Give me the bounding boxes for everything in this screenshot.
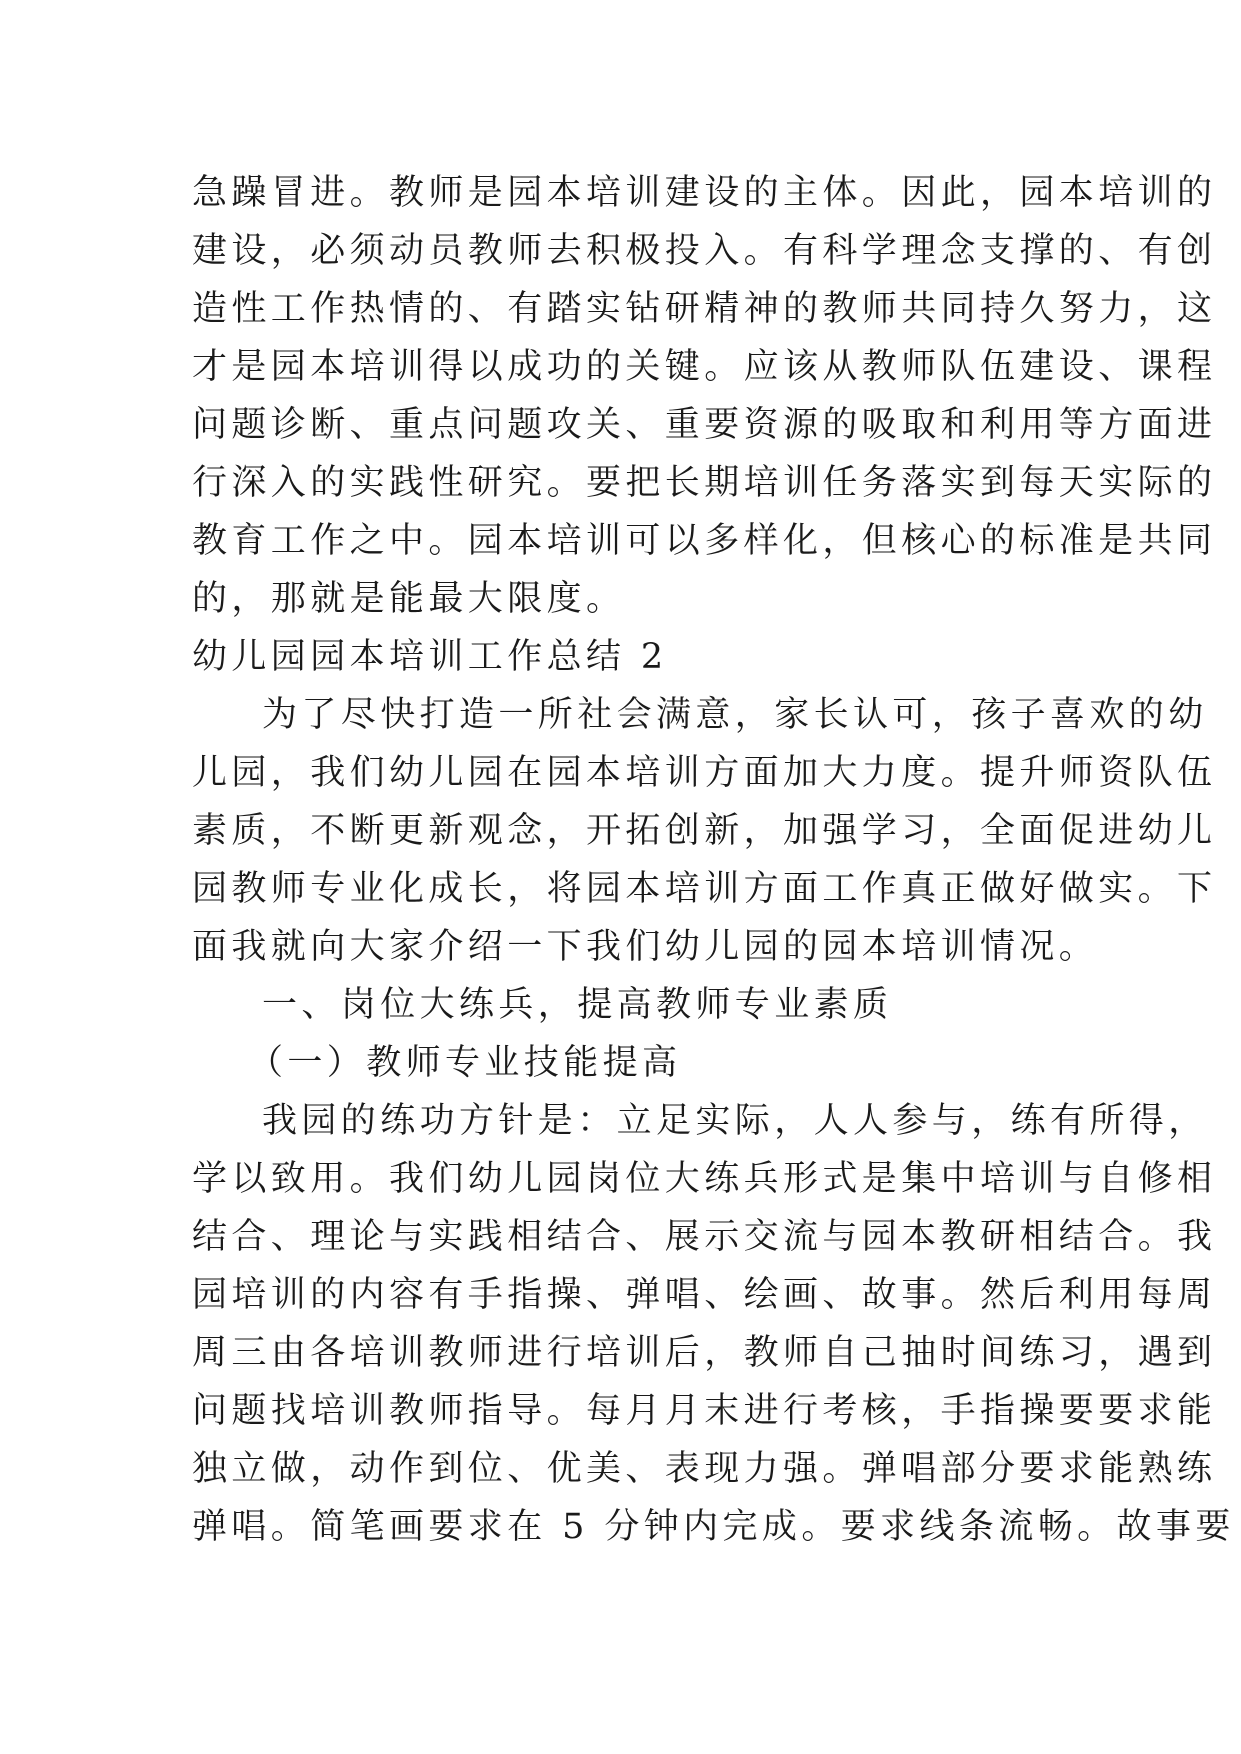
subheading-1: 一、岗位大练兵，提高教师专业素质 xyxy=(262,985,893,1025)
text-line-23: 独立做，动作到位、优美、表现力强。弹唱部分要求能熟练 xyxy=(192,1449,1217,1489)
text-line-1: 急躁冒进。教师是园本培训建设的主体。因此，园本培训的 xyxy=(192,173,1217,213)
text-line-13: 园教师专业化成长，将园本培训方面工作真正做好做实。下 xyxy=(192,869,1217,909)
text-line-6: 行深入的实践性研究。要把长期培训任务落实到每天实际的 xyxy=(192,463,1217,503)
text-line-3: 造性工作热情的、有踏实钻研精神的教师共同持久努力，这 xyxy=(192,289,1217,329)
text-line-7: 教育工作之中。园本培训可以多样化，但核心的标准是共同 xyxy=(192,521,1217,561)
text-line-10: 为了尽快打造一所社会满意，家长认可，孩子喜欢的幼 xyxy=(262,695,1208,735)
text-line-14: 面我就向大家介绍一下我们幼儿园的园本培训情况。 xyxy=(192,927,1099,967)
text-line-18: 学以致用。我们幼儿园岗位大练兵形式是集中培训与自修相 xyxy=(192,1159,1217,1199)
text-line-21: 周三由各培训教师进行培训后，教师自己抽时间练习，遇到 xyxy=(192,1333,1217,1373)
text-line-11: 儿园，我们幼儿园在园本培训方面加大力度。提升师资队伍 xyxy=(192,753,1217,793)
text-line-5: 问题诊断、重点问题攻关、重要资源的吸取和利用等方面进 xyxy=(192,405,1217,445)
text-line-4: 才是园本培训得以成功的关键。应该从教师队伍建设、课程 xyxy=(192,347,1217,387)
text-line-22: 问题找培训教师指导。每月月末进行考核，手指操要要求能 xyxy=(192,1391,1217,1431)
text-line-24: 弹唱。简笔画要求在 5 分钟内完成。要求线条流畅。故事要 xyxy=(192,1507,1235,1547)
text-line-20: 园培训的内容有手指操、弹唱、绘画、故事。然后利用每周 xyxy=(192,1275,1217,1315)
text-line-2: 建设，必须动员教师去积极投入。有科学理念支撑的、有创 xyxy=(192,231,1217,271)
text-line-12: 素质，不断更新观念，开拓创新，加强学习，全面促进幼儿 xyxy=(192,811,1217,851)
section-heading: 幼儿园园本培训工作总结 2 xyxy=(192,637,668,677)
text-line-8: 的，那就是能最大限度。 xyxy=(192,579,626,619)
text-line-19: 结合、理论与实践相结合、展示交流与园本教研相结合。我 xyxy=(192,1217,1217,1257)
subheading-2: （一）教师专业技能提高 xyxy=(248,1043,682,1083)
text-line-17: 我园的练功方针是：立足实际，人人参与，练有所得， xyxy=(262,1101,1208,1141)
